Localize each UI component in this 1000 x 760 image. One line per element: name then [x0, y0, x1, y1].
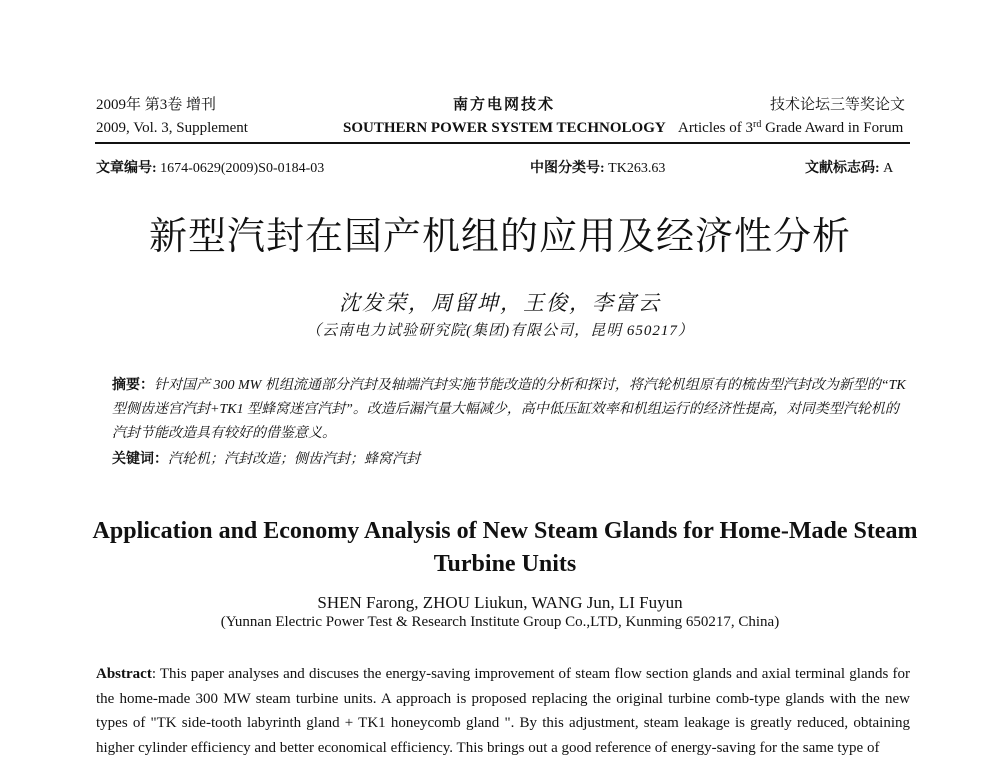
- authors-en: SHEN Farong, ZHOU Liukun, WANG Jun, LI Fuyun: [317, 593, 683, 612]
- affiliation-cn: （云南电力试验研究院(集团)有限公司，昆明 650217）: [306, 323, 694, 339]
- article-number-label: 文章编号:: [96, 161, 157, 176]
- abstract-en-label: Abstract: [96, 666, 152, 682]
- document-code-label: 文献标志码:: [805, 161, 880, 176]
- award-note-en-suffix: Grade Award in Forum: [761, 120, 904, 136]
- clc-number-value: TK263.63: [604, 161, 666, 176]
- award-note-en-prefix: Articles of 3: [678, 120, 753, 136]
- header-rule: [95, 142, 910, 144]
- document-code-value: A: [879, 161, 894, 176]
- award-note-en-sup: rd: [752, 119, 762, 130]
- affiliation-en: (Yunnan Electric Power Test & Research Institute Group Co.,LTD, Kunming 650217, China): [220, 614, 780, 630]
- keywords-cn-label: 关键词：: [112, 452, 168, 467]
- clc-number: [530, 160, 665, 178]
- article-number: [96, 160, 324, 178]
- award-note-cn: 技术论坛三等奖论文: [770, 97, 906, 113]
- abstract-cn-label: 摘要：: [112, 378, 154, 393]
- keywords-cn: [112, 448, 420, 472]
- journal-name-en: SOUTHERN POWER SYSTEM TECHNOLOGY: [343, 120, 666, 136]
- paper-title-en: Application and Economy Analysis of New Steam Glands for Home-Made Steam Turbine Units: [92, 518, 918, 577]
- abstract-cn: [112, 374, 912, 446]
- authors-cn: 沈发荣，周留坤，王俊，李富云: [339, 291, 661, 315]
- journal-issue-en: 2009, Vol. 3, Supplement: [96, 120, 248, 136]
- award-note-en: [678, 119, 903, 137]
- journal-issue-cn: 2009年 第3卷 增刊: [96, 97, 217, 113]
- journal-name-cn: 南方电网技术: [453, 97, 556, 113]
- abstract-en-text: : This paper analyses and discuses the energy-saving improvement of steam flow section glands and axial terminal glands for the home-made 300 MW steam turbine units. A approach is proposed replacing the original turbine comb-type glands with the new types of "TK side-tooth labyrinth gland + TK1 honeycomb gland ". By this adjustment, steam leakage is greatly reduced, obtaining higher cylinder efficiency and better economical efficiency. This brings out a good reference of energy-saving for the same type of: [96, 666, 910, 756]
- paper-title-cn: 新型汽封在国产机组的应用及经济性分析: [148, 214, 851, 258]
- document-code: [805, 160, 893, 178]
- article-number-value: 1674-0629(2009)S0-0184-03: [156, 161, 325, 176]
- abstract-en: [96, 662, 910, 760]
- keywords-cn-text: 汽轮机；汽封改造；侧齿汽封；蜂窝汽封: [168, 452, 420, 467]
- clc-number-label: 中图分类号:: [530, 161, 605, 176]
- abstract-cn-text: 针对国产 300 MW 机组流通部分汽封及轴端汽封实施节能改造的分析和探讨，将汽轮机组原有的梳齿型汽封改为新型的“TK 型侧齿迷宫汽封+TK1 型蜂窝迷宫汽封”。改造后漏汽量大幅减少，高中低压缸效率和机组运行的经济性提高，对同类型汽轮机的汽封节能改造具有较好的借鉴意义。: [112, 378, 906, 441]
